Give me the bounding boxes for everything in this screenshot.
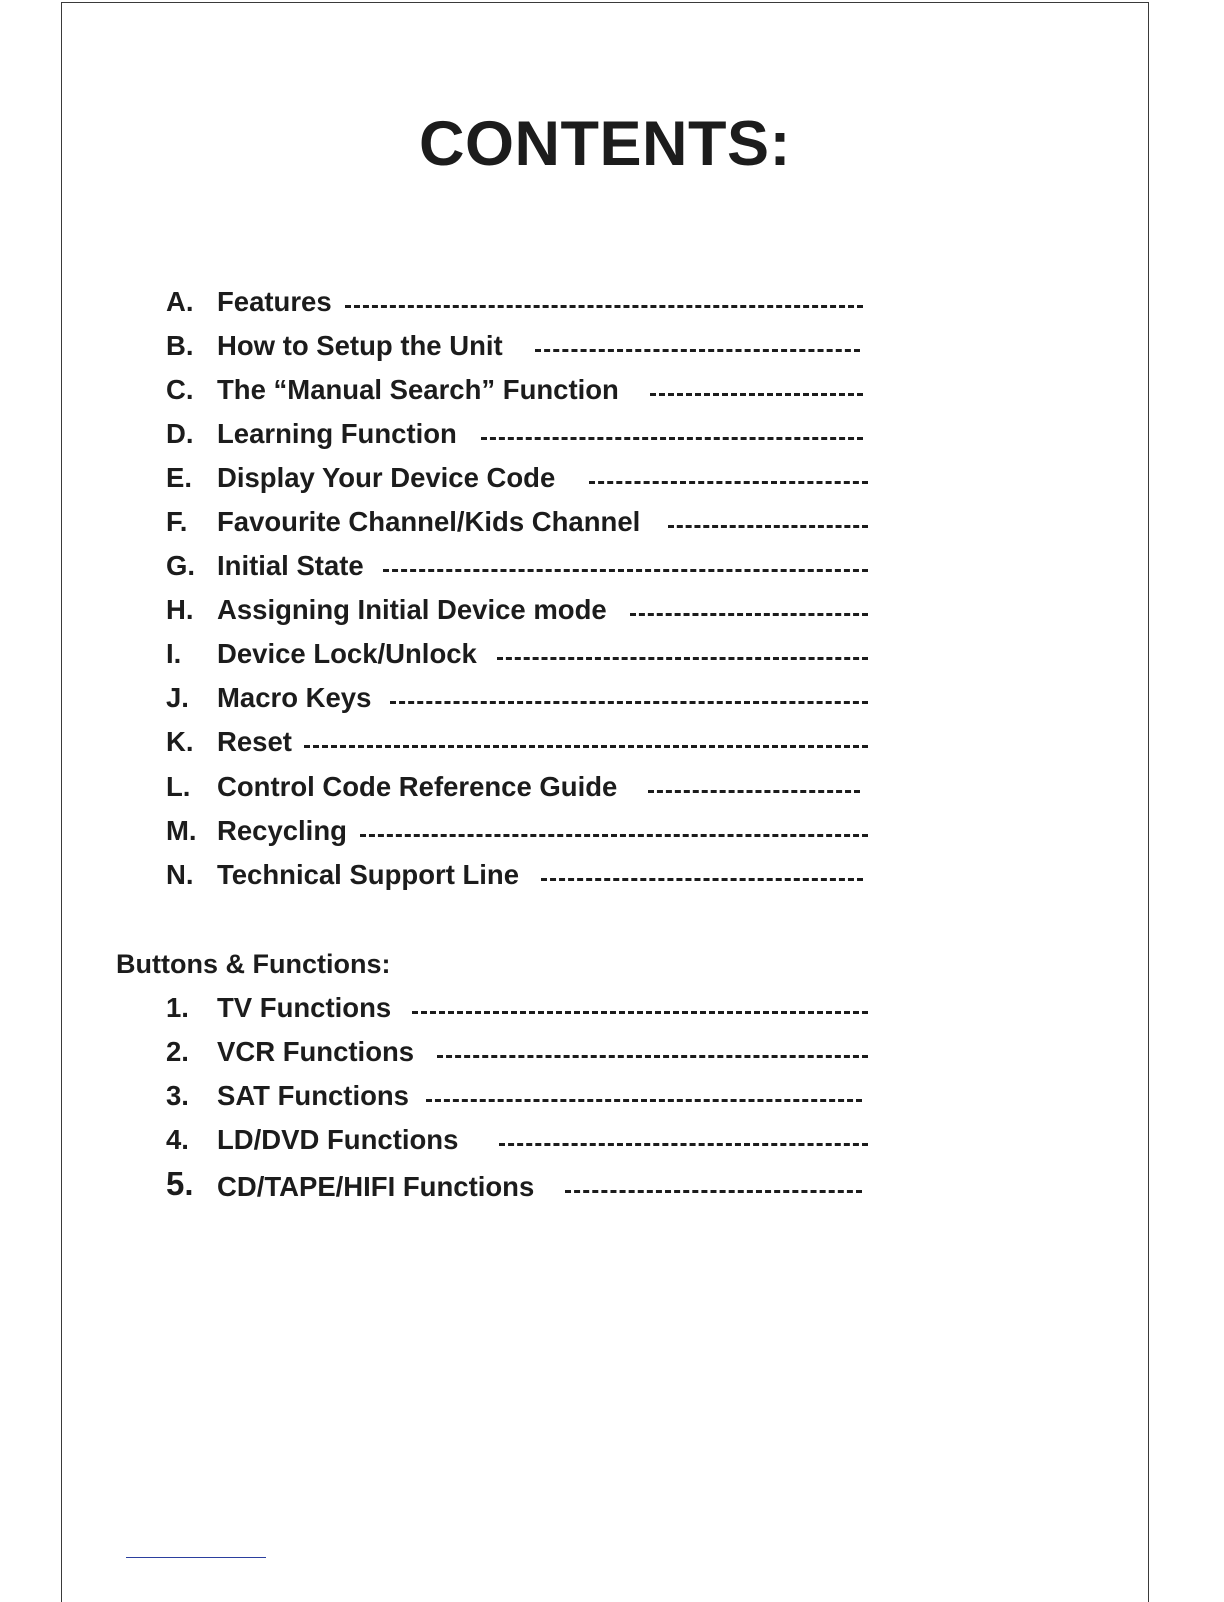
toc-entry-title: CD/TAPE/HIFI Functions xyxy=(217,1171,535,1202)
toc-entry-title: Device Lock/Unlock xyxy=(217,638,477,669)
toc-entry-letter: K. xyxy=(166,726,194,757)
toc-entry-letter: M. xyxy=(166,815,197,846)
toc-entry-title: Recycling xyxy=(217,815,347,846)
toc-dot-leader xyxy=(481,437,863,440)
toc-entry-letter: J. xyxy=(166,682,189,713)
toc-entry-title: TV Functions xyxy=(217,992,392,1023)
toc-entry-ld-dvd-functions[interactable] xyxy=(0,1120,900,1160)
toc-entry-title: Display Your Device Code xyxy=(217,462,556,493)
toc-entry-setup[interactable] xyxy=(0,326,900,366)
toc-entry-title: SAT Functions xyxy=(217,1080,409,1111)
toc-entry-title: LD/DVD Functions xyxy=(217,1124,459,1155)
toc-entry-device-code[interactable] xyxy=(0,458,900,498)
toc-dot-leader xyxy=(630,613,868,616)
section-heading: Buttons & Functions: xyxy=(116,949,391,979)
toc-dot-leader xyxy=(535,349,860,352)
toc-dot-leader xyxy=(360,834,868,837)
toc-entry-letter: D. xyxy=(166,418,194,449)
toc-entry-number: 1. xyxy=(166,992,189,1023)
footer-rule xyxy=(126,1557,266,1558)
page-title: CONTENTS: xyxy=(419,109,791,179)
toc-dot-leader xyxy=(650,393,863,396)
toc-entry-letter: N. xyxy=(166,859,194,890)
toc-entry-vcr-functions[interactable] xyxy=(0,1032,900,1072)
toc-entry-cd-tape-hifi-functions[interactable] xyxy=(0,1167,900,1207)
toc-entry-letter: G. xyxy=(166,550,196,581)
toc-entry-favourite-channel[interactable] xyxy=(0,502,900,542)
toc-entry-title: VCR Functions xyxy=(217,1036,415,1067)
toc-entry-title: How to Setup the Unit xyxy=(217,330,503,361)
toc-dot-leader xyxy=(304,745,868,748)
toc-entry-recycling[interactable] xyxy=(0,811,900,851)
toc-entry-title: Assigning Initial Device mode xyxy=(217,594,607,625)
toc-entry-title: Initial State xyxy=(217,550,364,581)
toc-entry-sat-functions[interactable] xyxy=(0,1076,900,1116)
toc-entry-number: 5. xyxy=(166,1165,194,1202)
toc-entry-manual-search[interactable] xyxy=(0,370,900,410)
toc-entry-title: The “Manual Search” Function xyxy=(217,374,619,405)
toc-dot-leader xyxy=(426,1099,862,1102)
toc-dot-leader xyxy=(412,1011,868,1014)
toc-dot-leader xyxy=(541,878,863,881)
toc-dot-leader xyxy=(437,1055,868,1058)
toc-entry-letter: C. xyxy=(166,374,194,405)
toc-dot-leader xyxy=(499,1143,868,1146)
toc-entry-technical-support[interactable] xyxy=(0,855,900,895)
toc-entry-title: Control Code Reference Guide xyxy=(217,771,618,802)
toc-dot-leader xyxy=(390,701,868,704)
toc-entry-macro-keys[interactable] xyxy=(0,678,900,718)
toc-dot-leader xyxy=(668,525,868,528)
toc-dot-leader xyxy=(383,569,868,572)
toc-dot-leader xyxy=(565,1190,862,1193)
toc-entry-device-lock[interactable] xyxy=(0,634,900,674)
toc-entry-title: Reset xyxy=(217,726,292,757)
toc-entry-letter: H. xyxy=(166,594,194,625)
toc-entry-title: Learning Function xyxy=(217,418,457,449)
toc-entry-letter: F. xyxy=(166,506,188,537)
toc-entry-letter: I. xyxy=(166,638,182,669)
toc-entry-features[interactable] xyxy=(0,282,900,322)
toc-entry-number: 2. xyxy=(166,1036,189,1067)
toc-dot-leader xyxy=(589,481,868,484)
toc-entry-title: Macro Keys xyxy=(217,682,372,713)
toc-entry-title: Technical Support Line xyxy=(217,859,520,890)
toc-entry-learning[interactable] xyxy=(0,414,900,454)
toc-dot-leader xyxy=(648,790,860,793)
toc-dot-leader xyxy=(497,657,868,660)
toc-entry-letter: E. xyxy=(166,462,192,493)
toc-entry-reset[interactable] xyxy=(0,722,900,762)
toc-entry-control-code-guide[interactable] xyxy=(0,767,900,807)
toc-entry-number: 3. xyxy=(166,1080,189,1111)
toc-entry-title: Favourite Channel/Kids Channel xyxy=(217,506,641,537)
toc-entry-number: 4. xyxy=(166,1124,189,1155)
toc-entry-letter: A. xyxy=(166,286,194,317)
toc-entry-initial-state[interactable] xyxy=(0,546,900,586)
toc-entry-letter: L. xyxy=(166,771,191,802)
toc-entry-title: Features xyxy=(217,286,332,317)
toc-entry-tv-functions[interactable] xyxy=(0,988,900,1028)
toc-entry-letter: B. xyxy=(166,330,194,361)
toc-entry-initial-device-mode[interactable] xyxy=(0,590,900,630)
toc-dot-leader xyxy=(345,305,863,308)
